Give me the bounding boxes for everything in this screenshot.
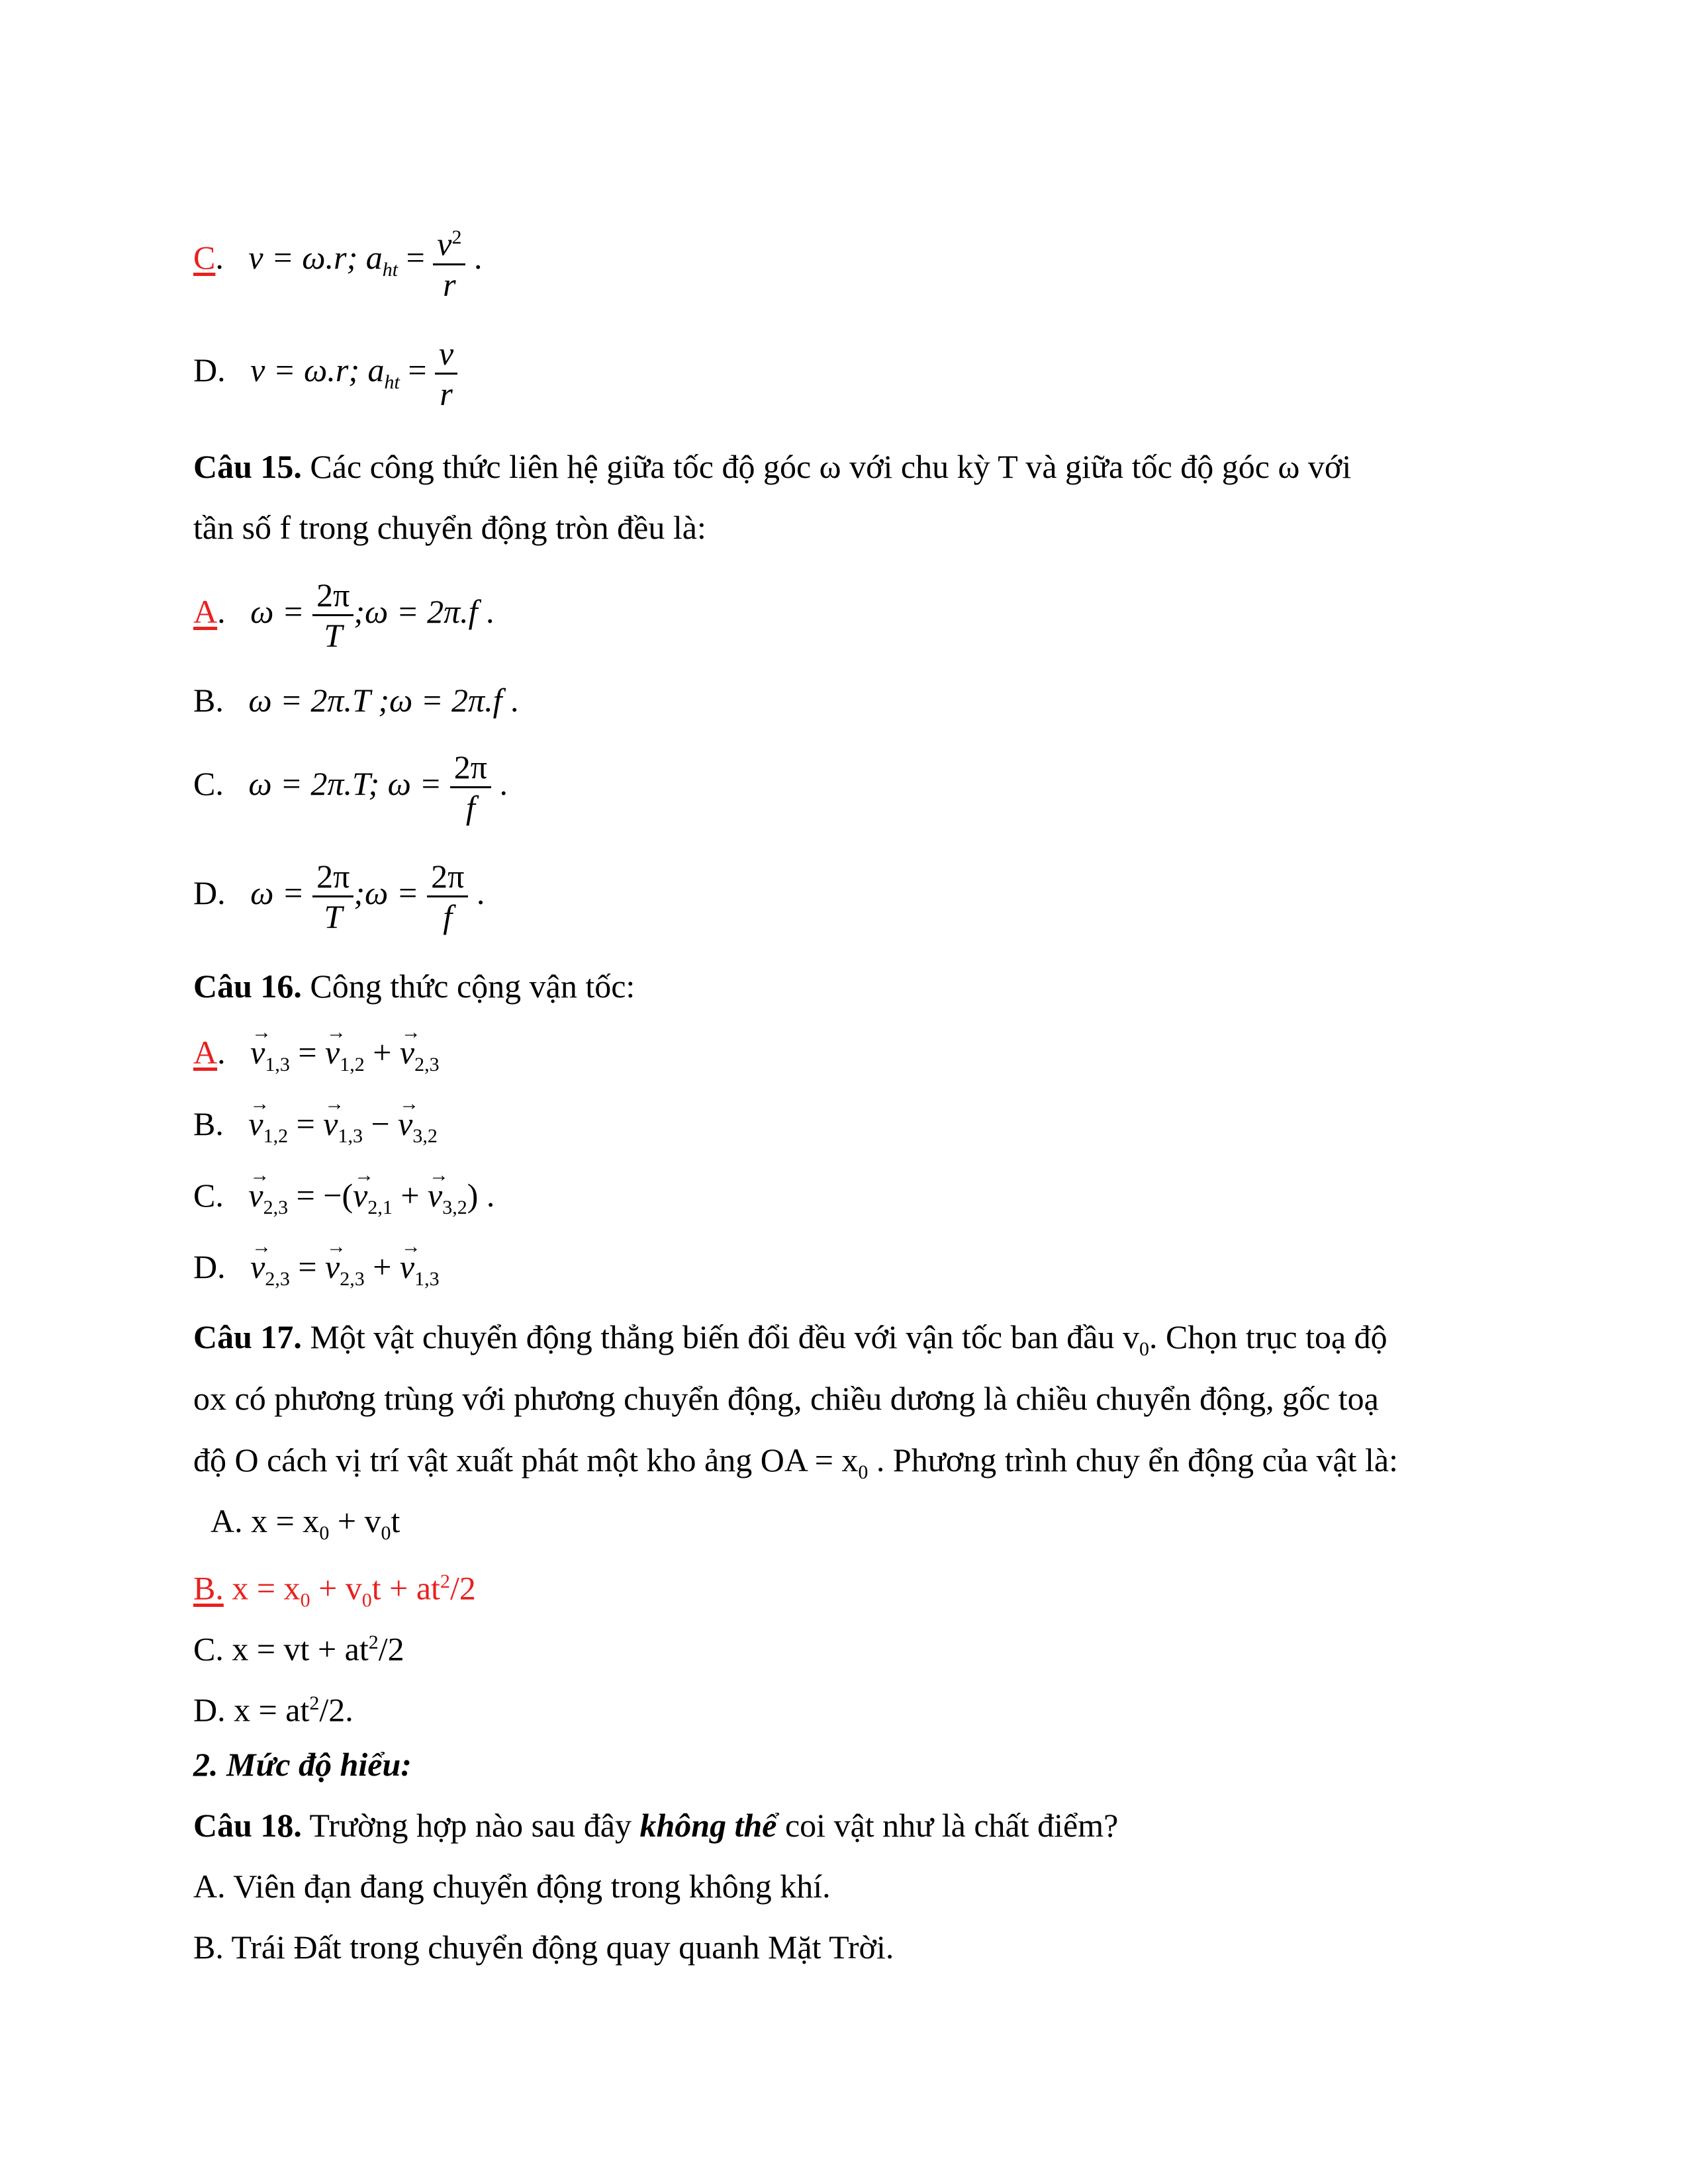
velocity-vector: → v [398,1104,412,1144]
question-16-text [193,966,635,1006]
question-15-text-line2 [193,508,706,547]
q17-option-d [193,1684,353,1730]
q16-option-b: B. → $v_{1,2}$ = → $v_{1,3}$ − → $v_{3,2}$ [193,1104,438,1156]
formula-end: ) . [467,1177,495,1214]
numerator: 2π [450,748,491,788]
formula-part: = [398,238,434,276]
formula-end: . [477,592,494,630]
numerator: 2π [312,857,353,897]
answer-letter: C [193,238,216,276]
formula-part: = [399,351,436,388]
formula-part: .r; [327,351,368,388]
velocity-vector: → v [428,1175,442,1215]
question-17-text [193,1317,1387,1369]
omega-symbol: ω [302,238,326,276]
omega-symbol: ω [304,351,328,388]
q14-option-c: C. v = ω.r; $a_{ht}$ = $\frac{v^2}{r}$ . [193,218,482,304]
subscript: 1,2 [340,1054,365,1075]
operator: − [362,1105,399,1142]
subscript: 0 [381,1522,391,1544]
subscript: 2,3 [414,1054,440,1075]
q18-option-b [193,1927,894,1967]
fraction [427,857,468,936]
subscript: 0 [858,1461,868,1483]
q16-option-c: C. → $v_{2,3}$ = −(→ $v_{2,1}$ + → $v_{3,2}$) . [193,1175,494,1228]
answer-letter: D [193,351,218,388]
velocity-vector: → v [250,1032,265,1072]
formula-part: ω = [250,592,313,630]
formula-part: /2. [319,1691,353,1729]
formula-part: x = x [242,1502,320,1539]
numerator: 2π [427,857,468,897]
denominator: T [324,898,343,935]
subscript: 2,3 [263,1197,289,1218]
q16-option-d: D. → $v_{2,3}$ = → $v_{2,3}$ + → $v_{1,3}$ [193,1247,440,1299]
question-label: Câu 17. [193,1318,302,1355]
operator: + [364,1034,400,1071]
formula-part: + v [310,1569,362,1607]
subscript: 1,2 [263,1125,289,1147]
velocity-vector: → v [250,1247,265,1287]
q14-option-d: D. v = ω.r; $a_{ht}$ = $\frac{v}{r}$ [193,334,457,413]
superscript: 2 [451,226,462,248]
answer-letter: C [193,764,216,802]
velocity-vector: → v [325,1247,340,1287]
numerator: v [437,225,452,263]
answer-letter: C [193,1177,216,1214]
answer-letter: A [193,592,218,630]
answer-letter: D [193,874,218,911]
operator: + [364,1248,400,1285]
formula-part: + v [329,1502,381,1539]
formula-part: ;ω = 2π.f [353,592,478,630]
subscript: 0 [300,1589,310,1612]
formula-part: x = vt + at [223,1630,369,1668]
velocity-vector: → v [323,1104,338,1144]
subscript: 2,1 [367,1197,393,1218]
formula-part: a [367,351,385,388]
denominator: r [440,375,453,412]
formula-part: t + at [371,1569,440,1607]
formula-end: . [502,682,519,719]
formula-part: /2 [378,1630,404,1668]
velocity-vector: → v [353,1175,367,1215]
section-title: 2. Mức độ hiểu: [193,1746,412,1783]
q17-option-b [193,1562,476,1621]
answer-letter: D. [193,1691,226,1729]
operator: = [288,1105,324,1142]
velocity-vector: → v [248,1104,263,1144]
superscript: 2 [440,1570,450,1592]
subscript: ht [382,258,399,281]
subscript: 0 [361,1589,372,1612]
subscript: 3,2 [412,1125,438,1147]
answer-letter: B. [193,1569,224,1607]
fraction [450,748,491,827]
numerator: 2π [312,576,353,616]
section-heading [193,1745,412,1784]
denominator: f [465,789,475,826]
question-label: Câu 16. [193,968,302,1005]
q15-option-a: A. ω = $\frac{2\pi}{T}$ ;ω = 2π.f . [193,576,494,654]
numerator: v [435,334,457,375]
question-text: coi vật như là chất điểm? [776,1807,1119,1844]
answer-option: B. Trái Đất trong chuyển động quay quanh Mặt Trời. [193,1929,894,1966]
fraction [435,334,457,413]
operator: = [289,1034,326,1071]
fraction [312,857,353,936]
velocity-vector: → v [325,1032,340,1072]
question-text: Trường hợp nào sau đây [301,1807,640,1844]
question-label: Câu 18. [193,1807,302,1844]
fraction [312,576,353,655]
answer-option: A. Viên đạn đang chuyển động trong không khí. [193,1868,831,1905]
question-text: ox có phương trùng với phương chuyển động, chiều dương là chiều chuyển động, gốc toạ [193,1380,1379,1417]
formula-end: . [465,238,483,276]
emphasis-text: không thể [639,1807,777,1844]
subscript: 1,3 [414,1268,440,1290]
answer-letter: B [193,1105,216,1142]
formula-part: t [391,1502,400,1539]
question-label: Câu 15. [193,448,302,485]
question-text: tần số f trong chuyển động tròn đều là: [193,509,706,546]
subscript: 1,3 [338,1125,363,1147]
superscript: 2 [309,1692,320,1714]
formula-part: ω = [250,874,313,911]
formula-part: a [365,238,383,276]
answer-letter: B [193,682,216,719]
question-17-text-line3 [193,1440,1398,1492]
denominator: r [443,265,456,303]
question-text: Một vật chuyển động thẳng biến đổi đều với vận tốc ban đầu v [301,1318,1139,1355]
operator: = [289,1248,326,1285]
q18-option-a [193,1866,831,1906]
q15-option-c: C. ω = 2π.T; ω = $\frac{2\pi}{f}$ . [193,749,508,826]
formula-part: x = at [225,1691,310,1729]
answer-letter: C. [193,1630,224,1668]
operator: = −( [288,1177,353,1214]
q15-option-b: B. ω = 2π.T ;ω = 2π.f . [193,682,519,719]
subscript: 1,3 [265,1054,290,1075]
formula-end: . [468,874,485,911]
subscript: ht [384,371,400,393]
question-text: độ O cách vị trí vật xuất phát một kho ảng OA = x [193,1441,859,1479]
question-text: . Phương trình chuy ển động của vật là: [868,1441,1399,1479]
question-text: Công thức cộng vận tốc: [301,968,635,1005]
fraction [433,218,465,304]
velocity-vector: → v [400,1032,414,1072]
formula-part: /2 [449,1569,476,1607]
answer-letter: A. [211,1502,243,1539]
subscript: 2,3 [265,1268,290,1290]
q15-option-d: D. ω = $\frac{2\pi}{T}$ ;ω = $\frac{2\pi}{f}$ . [193,858,485,935]
question-18-text [193,1805,1118,1845]
formula-part: ;ω = [353,874,428,911]
q17-option-a [211,1501,400,1553]
answer-letter: D [193,1248,218,1285]
subscript: 2,3 [340,1268,365,1290]
formula: ω = 2π.T ;ω = 2π.f [248,682,502,719]
subscript: 0 [319,1522,330,1544]
operator: + [392,1177,428,1214]
velocity-vector: → v [248,1175,263,1215]
denominator: f [443,898,453,935]
formula-part: v = [250,351,305,388]
formula-end: . [491,764,508,802]
subscript: 3,2 [442,1197,467,1218]
denominator: T [324,617,343,654]
answer-letter: A [193,1034,218,1071]
q16-option-a: A. → $v_{1,3}$ = → $v_{1,2}$ + → $v_{2,3}$ [193,1032,440,1085]
question-text: . Chọn trục toạ độ [1149,1318,1387,1355]
question-15-text [193,447,1351,486]
q17-option-c [193,1623,404,1669]
superscript: 2 [368,1631,379,1653]
question-17-text-line2 [193,1379,1379,1418]
question-text: Các công thức liên hệ giữa tốc độ góc ω với chu kỳ T và giữa tốc độ góc ω với [301,448,1352,485]
formula-part: ω = 2π.T; ω = [248,764,450,802]
velocity-vector: → v [400,1247,414,1287]
formula-part: .r; [325,238,366,276]
subscript: 0 [1139,1338,1149,1360]
formula-part: x = x [223,1569,301,1607]
formula-part: v = [248,238,303,276]
